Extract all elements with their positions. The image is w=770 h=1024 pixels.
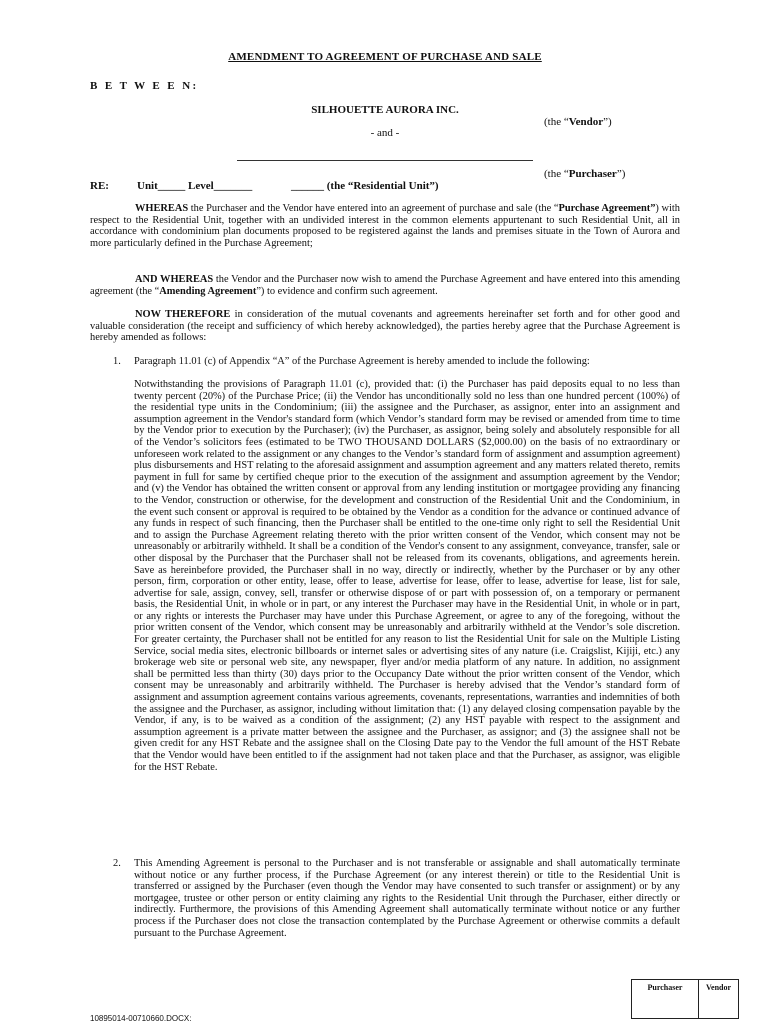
item-1-intro: Paragraph 11.01 (c) of Appendix “A” of the Purchase Agreement is hereby amended to include the following:: [134, 356, 590, 367]
purchaser-name-line[interactable]: [237, 160, 533, 161]
between-label: B E T W E E N:: [90, 80, 199, 92]
document-reference: 10895014-00710660.DOCX:: [90, 1014, 192, 1023]
item-1-body: Notwithstanding the provisions of Paragraph 11.01 (c), provided that: (i) the Purchaser has paid deposits equal to no less than twenty percent (20%) of the Purchase Price; (ii) the Vendor has unconditionally sold no less than one hundred percent (100%) of the residential type units in the Condominium; (iii) the assignee and the Purchaser, as assignor, enter into an assignment and assumption agreement in the Vendor's standard form (which Vendor’s standard form may be revised or amended from time to time by the Vendor prior to execution by the Purchaser); (iv) the Purchaser, as assignor, being solely and absolutely responsible for all of the Vendor’s solicitors fees (estimated to be TWO THOUSAND DOLLARS ($2,000.00) on the basis of no extraordinary or unforeseen work related to the assignment or any changes to the Vendor’s standard form of assignment and assumption agreement) plus disbursements and HST relating to the aforesaid assignment and assumption agreement and any matters related thereto, remits payment in full for same by certified cheque prior to the execution of the assignment and assumption agreement by the Vendor; and (v) the Vendor has obtained the written consent or approval from any lending institution or mortgagee providing any financing to the Vendor, construction or otherwise, for the development and construction of the Residential Unit and the Condominium, in the event such consent or approval is required to be obtained by the Vendor as a condition for the advance or continued advance of any funds in respect of such financing, then the Purchaser shall be entitled to the one-time only right to sell the Residential Unit and to assign the Purchase Agreement relating thereto with the prior written consent of the Vendor, which consent may not be unreasonably or arbitrarily withheld. It shall be a condition of the Vendor's consent to any assignment, conveyance, transfer, sale or other disposal by the Purchaser that the Purchaser shall not be released from its covenants, obligations, and agreements herein. Save as hereinbefore provided, the Purchaser shall in no way, directly or indirectly, whether by the Purchaser or by any other person, firm, corporation or other entity, lease, offer to lease, advertise for lease, offer to lease, advertise for lease, list for sale, advertise for sale, assign, convey, sell, transfer or otherwise dispose of or part with possession of, on a temporary or permanent basis, the Residential Unit, in whole or in part, or any interest the Purchaser may have in the Residential Unit, in whole or in part, or any rights or interests the Purchaser may have under this Purchase Agreement, or agree to any of the foregoing, without the prior written consent of the Vendor, which consent may be unreasonably and arbitrarily withheld at the Vendor’s sole discretion. For greater certainty, the Purchaser shall not be entitled for any reason to list the Residential Unit for sale on the Multiple Listing Service, social media sites, electronic billboards or internet sales or advertising sites of any nature (i.e. Craigslist, Kijiji, etc.) any brokerage web site or personal web site, any newspaper, flyer and/or media platform of any nature. In addition, no assignment shall be permitted less than thirty (30) days prior to the Occupancy Date without the prior written consent of the Vendor, which consent may be unreasonably and arbitrarily withheld. The Purchaser is hereby advised that the Vendor’s standard form of assignment and assumption agreement contains various agreements, covenants, representations, warranties and indemnities of both the assignee and the Purchaser, as assignor, including without limitation that: (1) any delayed closing compensation payable by the Vendor, if any, is to be waived as a condition of the assignment; (2) any HST payable with respect to the assignment and assumption agreement is a private matter between the assignee and the Purchaser, as assignor; and (3) the assignee shall not be given credit for any HST Rebate and the assignee shall on the Closing Date pay to the Vendor the full amount of the HST Rebate that the Vendor would have been entitled to if the assignment had not taken place and that the Purchaser, as assignor, was eligible for the HST Rebate.: [134, 379, 680, 773]
re-label: RE:: [90, 180, 109, 192]
item-1-number: 1.: [113, 356, 121, 367]
now-therefore-paragraph: NOW THEREFORE in consideration of the mutual covenants and agreements hereinafter set forth and for other good and valuable consideration (the receipt and sufficiency of which hereby acknowledged), the parties hereby agree that the Purchase Agreement is hereby amended as follows:: [90, 309, 680, 344]
whereas-paragraph-2: AND WHEREAS the Vendor and the Purchaser now wish to amend the Purchase Agreement and have entered into this amending agreement (the “Amending Agreement”) to evidence and confirm such agreement.: [90, 274, 681, 297]
vendor-name: SILHOUETTE AURORA INC.: [311, 104, 459, 116]
re-residential-unit: ______ (the “Residential Unit”): [291, 180, 439, 192]
purchaser-role: (the “Purchaser”): [544, 168, 626, 180]
and-separator: - and -: [370, 127, 400, 139]
whereas-paragraph-1: WHEREAS the Purchaser and the Vendor have entered into an agreement of purchase and sale (the “Purchase Agreement”) with respect to the Residential Unit, together with an undivided interest in the common elements appurtenant to such Residential Unit, all in accordance with condominium plan documents proposed to be registered against the lands and premises situate in the Town of Aurora and more particularly defined in the Purchase Agreement;: [90, 203, 680, 249]
vendor-role: (the “Vendor”): [544, 116, 612, 128]
item-2-body: This Amending Agreement is personal to the Purchaser and is not transferable or assignable and shall automatically terminate without notice or any further process, if the Purchase Agreement (or any interest therein) or title to the Residential Unit is transferred or assigned by the Purchaser (even though the Vendor may have consented to such transfer or assignment) or by any mortgagee, trustee or other person or entity claiming any rights to the Residential Unit through the Purchaser, either directly or indirectly. Furthermore, the provisions of this Amending Agreement shall automatically terminate without notice or any further process if the Purchaser does not close the transaction contemplated by the Purchase Agreement or otherwise commits a default pursuant to the Purchase Agreement.: [134, 858, 680, 939]
initials-box: [631, 979, 739, 1019]
vendor-initials-cell[interactable]: Vendor: [705, 983, 732, 992]
re-unit-level: Unit_____ Level_______: [137, 180, 253, 192]
purchaser-initials-cell[interactable]: Purchaser: [632, 980, 699, 1018]
item-2-number: 2.: [113, 858, 121, 869]
document-title: AMENDMENT TO AGREEMENT OF PURCHASE AND SALE: [228, 51, 542, 63]
